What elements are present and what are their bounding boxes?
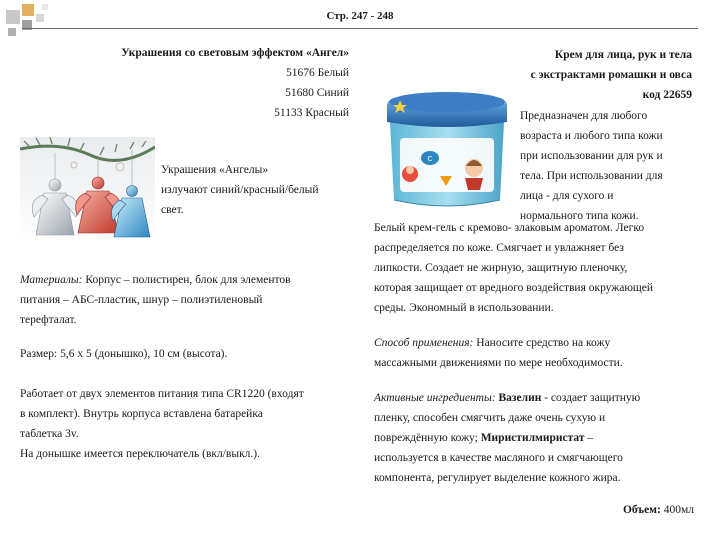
active-line: используется в качестве масляного и смягчающего: [374, 452, 623, 464]
battery-line: таблетка 3v.: [20, 428, 79, 440]
battery-line: в комплект). Внутрь корпуса вставлена батарейка: [20, 408, 263, 420]
ornament-image-description: [161, 160, 351, 220]
usage-section: [374, 333, 700, 373]
active-line: [374, 388, 700, 408]
active-line: пленку, способен смягчить даже очень сухую и: [374, 412, 606, 424]
desc-line: Украшения «Ангелы»: [161, 164, 269, 176]
volume-label: Объем:: [622, 504, 661, 516]
materials-line: питания – АБС-пластик, шнур – полиэтиленовый: [20, 294, 263, 306]
ingredient-vaseline: Вазелин: [495, 392, 542, 404]
usage-line: [374, 333, 700, 353]
desc-line: Белый крем-гель с кремово- злаковым ароматом. Легко: [374, 222, 645, 234]
intro-line: Предназначен для любого: [520, 110, 648, 122]
ornament-title-block: [40, 43, 349, 123]
materials-line: [20, 270, 353, 290]
battery-section: [20, 384, 353, 464]
volume-line: [560, 500, 694, 520]
usage-line: массажными движениями по мере необходимости.: [374, 357, 623, 369]
page-header: Стр. 247 - 248: [326, 10, 394, 22]
cream-jar-image: [380, 88, 514, 212]
svg-text:C: C: [427, 156, 433, 163]
intro-line: тела. При использовании для: [520, 170, 663, 182]
battery-line: На донышке имеется переключатель (вкл/выкл.).: [20, 448, 260, 460]
usage-label: Способ применения:: [374, 337, 474, 349]
intro-line: лица - для сухого и: [520, 190, 614, 202]
active-line: компонента, регулирует выделение кожного жира.: [374, 472, 621, 484]
desc-line: распределяется по коже. Смягчает и увлажняет без: [374, 242, 624, 254]
active-ingredients-section: [374, 388, 700, 488]
active-text: повреждённую кожу;: [374, 432, 481, 444]
cream-code: код 22659: [642, 89, 692, 101]
ingredient-myristyl: Миристилмиристат: [480, 432, 585, 444]
header-divider: [22, 28, 698, 29]
size-text: Размер: 5,6 х 5 (донышко), 10 см (высота).: [20, 348, 228, 360]
intro-line: при использовании для рук и: [520, 150, 663, 162]
active-text: - создает защитную: [541, 392, 641, 404]
desc-line: которая защищает от вредного воздействия окружающей: [374, 282, 654, 294]
active-text: –: [584, 432, 594, 444]
materials-label: Материалы:: [20, 274, 83, 286]
cream-description: [374, 218, 700, 318]
materials-text: Корпус – полистирен, блок для элементов: [82, 274, 291, 286]
desc-line: излучают синий/красный/белый: [161, 184, 319, 196]
desc-line: свет.: [161, 204, 184, 216]
ornament-code-white: 51676 Белый: [286, 67, 349, 79]
active-label: Активные ингредиенты:: [374, 392, 496, 404]
active-line: [374, 428, 700, 448]
ornament-title: Украшения со световым эффектом «Ангел»: [121, 47, 349, 59]
intro-line: возраста и любого типа кожи: [520, 130, 663, 142]
ornament-code-red: 51133 Красный: [274, 107, 349, 119]
battery-line: Работает от двух элементов питания типа CR1220 (входят: [20, 388, 304, 400]
desc-line: среды. Экономный в использовании.: [374, 302, 554, 314]
ornament-code-blue: 51680 Синий: [285, 87, 349, 99]
materials-line: терефталат.: [20, 314, 77, 326]
cream-subtitle: с экстрактами ромашки и овса: [530, 69, 692, 81]
desc-line: липкости. Создает не жирную, защитную пленочку,: [374, 262, 628, 274]
usage-text: Наносите средство на кожу: [473, 337, 611, 349]
angel-ornaments-image: [20, 137, 155, 244]
volume-value: 400мл: [660, 504, 694, 516]
cream-intro: [520, 106, 700, 226]
intro-line: нормального типа кожи.: [520, 210, 639, 222]
cream-title: Крем для лица, рук и тела: [554, 49, 692, 61]
materials-section: [20, 270, 353, 330]
